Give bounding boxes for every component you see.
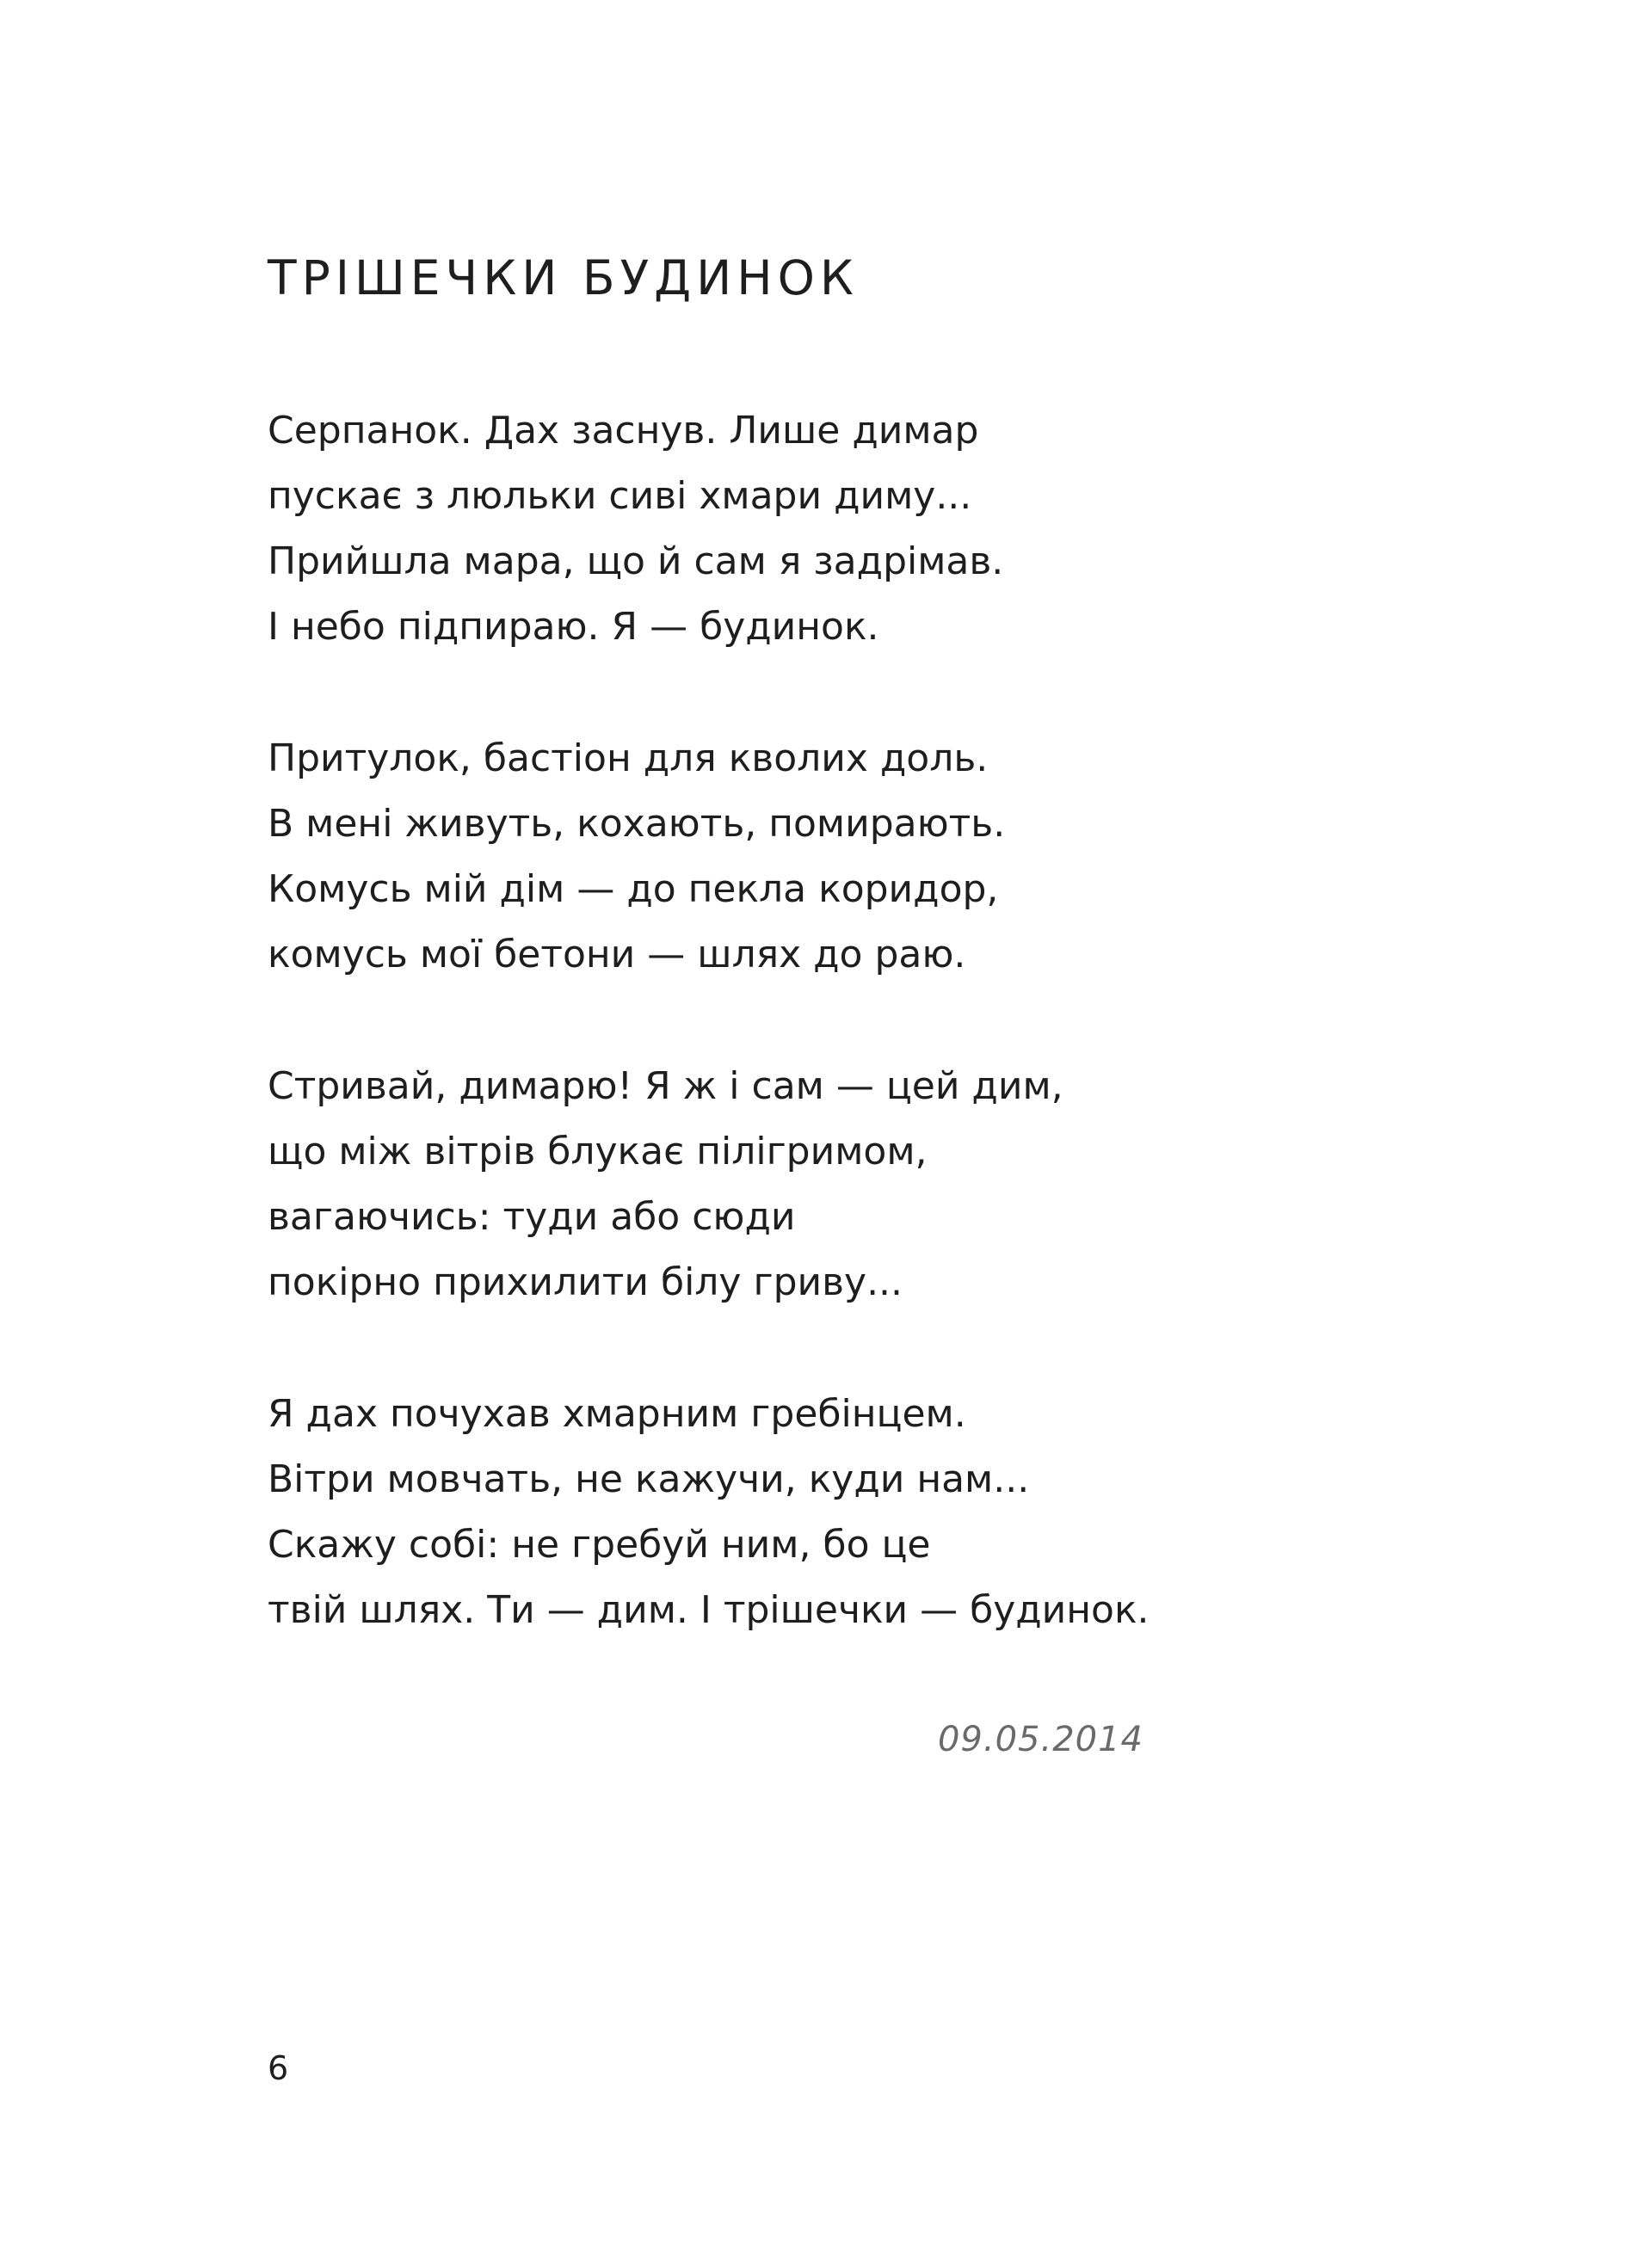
page-number: 6 <box>268 2049 289 2087</box>
poem-line: Я дах почухав хмарним гребінцем. <box>268 1392 966 1436</box>
poem-line: Скажу собі: не гребуй ним, бо це <box>268 1523 931 1567</box>
poem-line: Стривай, димарю! Я ж і сам — цей дим, <box>268 1064 1063 1108</box>
poem-line: Вітри мовчать, не кажучи, куди нам... <box>268 1457 1030 1501</box>
poem-line: що між вітрів блукає пілігримом, <box>268 1130 928 1173</box>
poem-line: вагаючись: туди або сюди <box>268 1195 796 1239</box>
stanza-2 <box>268 726 1150 988</box>
stanza-3 <box>268 1054 1150 1315</box>
poem-line: твій шлях. Ти — дим. І трішечки — будинок. <box>268 1588 1150 1632</box>
poem-line: пускає з люльки сиві хмари диму... <box>268 474 972 518</box>
stanza-1 <box>268 398 1150 660</box>
poem-line: Прийшла мара, що й сам я задрімав. <box>268 539 1004 583</box>
poem-body <box>268 398 1150 1643</box>
poem-line: покірно прихилити білу гриву... <box>268 1260 903 1304</box>
poem-line: В мені живуть, кохають, помирають. <box>268 802 1006 846</box>
poem-line: Серпанок. Дах заснув. Лише димар <box>268 409 979 453</box>
poem-line: Притулок, бастіон для кволих доль. <box>268 736 989 780</box>
poem-date: 09.05.2014 <box>937 1720 1143 1759</box>
poem-title: ТРІШЕЧКИ БУДИНОК <box>268 250 859 305</box>
poem-line: комусь мої бетони — шлях до раю. <box>268 933 966 976</box>
stanza-4 <box>268 1382 1150 1643</box>
poem-line: І небо підпираю. Я — будинок. <box>268 605 879 649</box>
poem-line: Комусь мій дім — до пекла коридор, <box>268 867 999 911</box>
